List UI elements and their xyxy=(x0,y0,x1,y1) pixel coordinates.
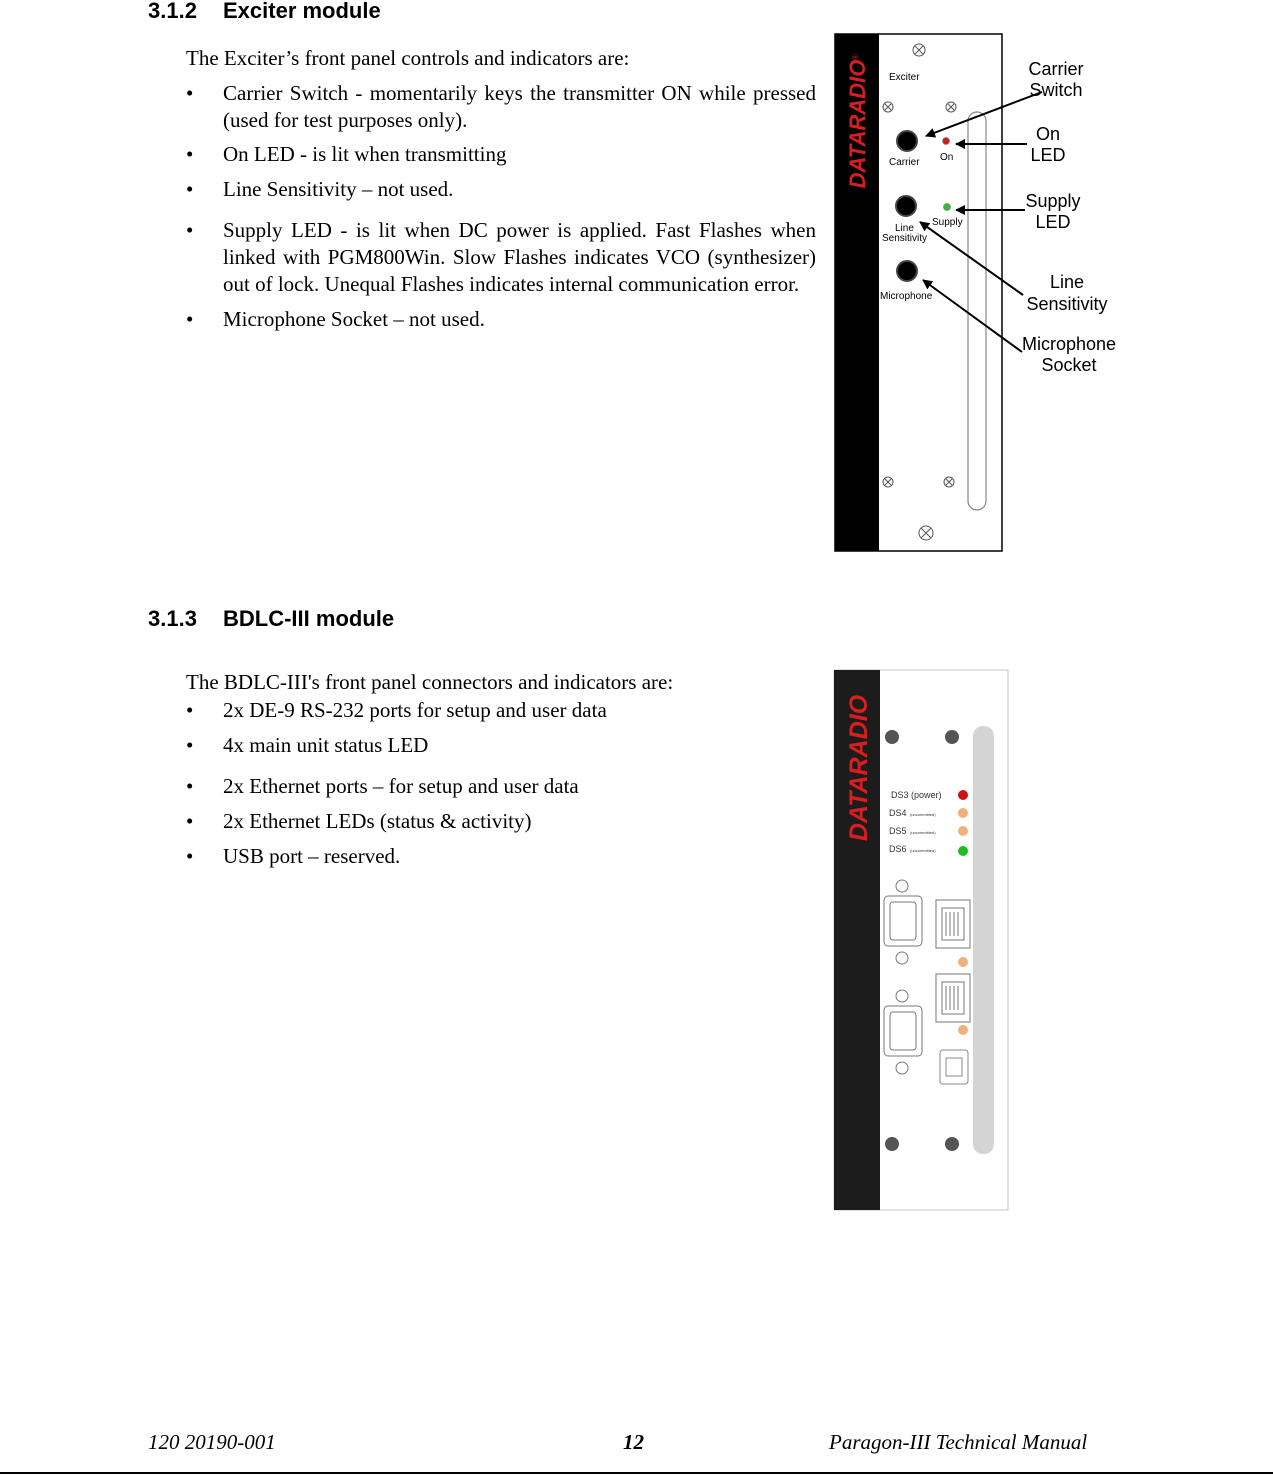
bullet-on-led: • On LED - is lit when transmitting xyxy=(186,141,816,168)
bullet-ethernet-ports: • 2x Ethernet ports – for setup and user data xyxy=(186,773,806,800)
ds6-led xyxy=(958,846,968,856)
carrier-switch[interactable] xyxy=(897,131,917,151)
callout-mic-line1: Microphone xyxy=(1021,334,1117,354)
exciter-panel-figure xyxy=(830,30,1130,556)
exciter-dataradio-logo xyxy=(845,60,870,189)
callout-on-line2: LED xyxy=(1030,145,1066,165)
exciter-registered-mark: ® xyxy=(851,54,860,60)
footer-rule xyxy=(0,1472,1273,1474)
screw-icon xyxy=(946,102,956,112)
ds5-led xyxy=(958,826,968,836)
mounting-hole-icon xyxy=(945,1137,959,1151)
bullet-microphone-socket: • Microphone Socket – not used. xyxy=(186,306,816,333)
bdlc-dataradio-logo xyxy=(845,694,873,841)
mounting-hole-icon xyxy=(945,730,959,744)
line-label: Line xyxy=(895,223,914,234)
bdlc-heading-title: BDLC-III module xyxy=(223,606,395,631)
screw-icon xyxy=(883,102,893,112)
ethernet-led-2 xyxy=(958,1025,968,1035)
sensitivity-label: Sensitivity xyxy=(882,233,928,244)
exciter-module-label: Exciter xyxy=(889,72,920,83)
bdlc-rail xyxy=(973,726,994,1154)
ds4-label: DS4 xyxy=(889,808,907,818)
exciter-heading-number: 3.1.2 xyxy=(148,0,197,23)
carrier-label: Carrier xyxy=(889,157,920,168)
bdlc-bullet-list xyxy=(186,697,806,870)
bdlc-panel-figure xyxy=(832,668,1012,1213)
callout-carrier-line2: Switch xyxy=(1029,80,1083,100)
footer-manual-title: Paragon-III Technical Manual xyxy=(829,1430,1088,1454)
ds4-led xyxy=(958,808,968,818)
bullet-carrier-switch: • Carrier Switch - momentarily keys the transmitter ON while pressed (used for test purposes only). xyxy=(186,80,816,134)
on-led xyxy=(943,138,950,145)
exciter-heading xyxy=(148,0,381,24)
callout-supply-line2: LED xyxy=(1035,212,1071,232)
svg-text:DATARADIO: DATARADIO xyxy=(845,694,873,842)
callout-carrier-line1: Carrier xyxy=(1028,59,1084,79)
exciter-intro: The Exciter’s front panel controls and indicators are: xyxy=(186,46,630,70)
mounting-hole-icon xyxy=(885,730,899,744)
bdlc-heading xyxy=(148,606,394,632)
footer-page-number: 12 xyxy=(623,1430,644,1454)
ds3-label: DS3 (power) xyxy=(891,790,942,800)
callout-line-line1: Line xyxy=(1049,272,1085,292)
screw-icon xyxy=(913,44,925,56)
bullet-de9-ports: • 2x DE-9 RS-232 ports for setup and user data xyxy=(186,697,806,724)
callout-supply-line1: Supply xyxy=(1025,191,1081,211)
exciter-heading-title: Exciter module xyxy=(223,0,381,23)
line-sensitivity-control[interactable] xyxy=(896,196,916,216)
callout-mic-line2: Socket xyxy=(1041,355,1097,375)
ds6-label: DS6 xyxy=(889,844,907,854)
microphone-label: Microphone xyxy=(880,291,933,302)
ds6-unit-label: (uncommitted) xyxy=(910,848,936,853)
supply-label: Supply xyxy=(932,217,963,228)
screw-icon xyxy=(944,477,954,487)
ds5-label: DS5 xyxy=(889,826,907,836)
svg-text:DATARADIO: DATARADIO xyxy=(845,59,870,189)
microphone-socket[interactable] xyxy=(897,261,917,281)
bullet-ethernet-leds: • 2x Ethernet LEDs (status & activity) xyxy=(186,808,806,835)
exciter-rail-slot xyxy=(968,112,986,510)
ds3-led xyxy=(958,790,968,800)
ds5-unit-label: (uncommitted) xyxy=(910,830,936,835)
bdlc-heading-number: 3.1.3 xyxy=(148,606,197,631)
bullet-usb-port: • USB port – reserved. xyxy=(186,843,806,870)
callout-on-line1: On xyxy=(1035,124,1061,144)
bullet-status-leds: • 4x main unit status LED xyxy=(186,732,806,759)
on-label: On xyxy=(940,152,954,163)
bullet-line-sensitivity: • Line Sensitivity – not used. xyxy=(186,176,816,203)
exciter-bullet-list xyxy=(186,80,816,333)
bdlc-intro: The BDLC-III's front panel connectors and indicators are: xyxy=(186,670,674,694)
footer-doc-number: 120 20190-001 xyxy=(148,1430,276,1454)
callout-line-line2: Sensitivity xyxy=(1026,294,1108,314)
ds4-unit-label: (uncommitted) xyxy=(910,812,936,817)
bullet-supply-led: • Supply LED - is lit when DC power is applied. Fast Flashes when linked with PGM800Win. Slow Flashes indicates VCO (synthesizer) out of lock. Unequal Flashes indicates internal communication error. xyxy=(186,217,816,298)
screw-icon xyxy=(919,526,933,540)
ethernet-led-1 xyxy=(958,957,968,967)
screw-icon xyxy=(883,477,893,487)
mounting-hole-icon xyxy=(885,1137,899,1151)
supply-led xyxy=(944,204,951,211)
